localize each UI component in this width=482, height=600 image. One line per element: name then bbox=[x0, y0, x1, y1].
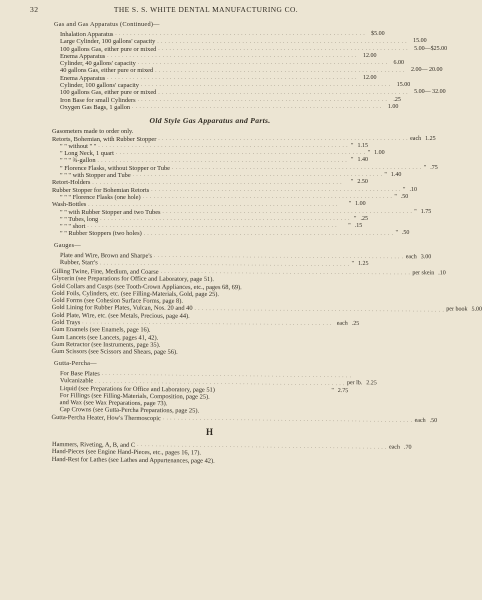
entry-unit: " bbox=[354, 215, 357, 222]
entry-price: $5.00 bbox=[371, 31, 385, 37]
entry-label: Enema Apparatus bbox=[60, 74, 106, 82]
entry-label: Vulcanizable bbox=[59, 377, 94, 385]
entry-label: Gold Foils, Cylinders, etc. (see Filling-Materials, Gold, page 25). bbox=[51, 290, 220, 299]
entry-price: 2.25 bbox=[366, 380, 377, 387]
entry-label: Retorts, Bohemian, with Rubber Stopper bbox=[52, 135, 157, 143]
entry-price: 1.15 bbox=[357, 142, 368, 149]
catalog-entry bbox=[52, 103, 399, 111]
leader-dots: . . . . . . . . . . . . . . . . . . . . . . . . . . . . . . . . . . . . . . . . . . . . . . . . . . . . . . . . . . . . . . . . . . . . bbox=[99, 260, 350, 268]
leader-dots: . . . . . . . . . . . . . . . . . . . . . . . . . . . . . . . . . . . . . . . . . . . . . . . . . . . . . . . . . . . . . . . . . . . . bbox=[115, 32, 366, 38]
leader-dots: . . . . . . . . . . . . . . . . . . . . . . . . . . . . . . . . . . . . . . . . . . . . . . . . . . . . . . . . . . . . . . . . . . . . bbox=[162, 209, 413, 215]
entry-label: 40 gallons Gas, either pure or mixed bbox=[60, 67, 154, 75]
entry-label: Gold Lining for Rubber Plates, Vulcan, Nos. 20 and 40 bbox=[51, 304, 193, 313]
entry-price: 5.00— 32.00 bbox=[414, 89, 446, 96]
entry-label: Cylinder, 100 gallons' capacity bbox=[60, 82, 139, 90]
entry-price: 3.00 bbox=[420, 253, 432, 261]
leader-dots: . . . . . . . . . . . . . . . . . . . . . . . . . . . . . . . . . . . . . . . . . . . . . . . . . . . . . . . . . . . . . . . . . . . . bbox=[88, 202, 339, 208]
entry-unit: " bbox=[331, 387, 334, 394]
leader-dots: . . . . . . . . . . . . . . . . . . . . . . . . . . . . . . . . . . . . . . . . . . . . . . . . . . . . . . . . . . . . . . . . . . . . bbox=[142, 195, 393, 201]
catalog-entry bbox=[52, 201, 368, 208]
leader-dots: . . . . . . . . . . . . . . . . . . . . . . . . . . . . . . . . . . . . . . . . . . . . . . . . . . . . . . . . . . . . . . . . . . . . bbox=[132, 105, 382, 111]
leader-dots: . . . . . . . . . . . . . . . . . . . . . . . . . . . . . . . . . . . . . . . . . . . . . . . . . . . . . . . . . . . . . . . . . . . . bbox=[100, 217, 350, 223]
section-title-gas: Gas and Gas Apparatus (Continued)— bbox=[54, 21, 160, 28]
entry-price: 2.75 bbox=[337, 387, 349, 394]
leader-dots: . . . . . . . . . . . . . . . . . . . . . . . . . . . . . . . . . . . . . . . . . . . . . . . . . . . . . . . . . . . . . . . . . . . . bbox=[158, 46, 409, 52]
entry-unit: " bbox=[414, 208, 417, 215]
entry-label: Gum Retractor (see Instruments, page 35). bbox=[51, 341, 161, 349]
leader-dots: . . . . . . . . . . . . . . . . . . . . . . . . . . . . . . . . . . . . . . . . . . . . . . . . . . . . . . . . . . . . . . . . . . . . bbox=[92, 180, 343, 186]
leader-dots: . . . . . . . . . . . . . . . . . . . . . . . . . . . . . . . . . . . . . . . . . . . . . . . . . . . . . . . . . . . . . . . . . . . . bbox=[151, 187, 402, 193]
entry-unit: each bbox=[336, 321, 348, 328]
entry-price: 5.00 bbox=[471, 307, 482, 314]
entry-label: Gum Enamels (see Enamels, page 16). bbox=[51, 326, 151, 335]
entry-unit: " bbox=[423, 164, 427, 171]
catalog-entry bbox=[52, 89, 446, 97]
entry-price: .25 bbox=[351, 321, 360, 328]
entry-label: " " " Florence Flasks (one hole) bbox=[60, 193, 141, 201]
leader-dots: . . . . . . . . . . . . . . . . . . . . . . . . . . . . . . . . . . . . . . . . . . . . . . . . . . . . . . . . . . . . . . . . . . . . bbox=[132, 173, 383, 179]
leader-dots: . . . . . . . . . . . . . . . . . . . . . . . . . . . . . . . . . . . . . . . . . . . . . . . . . . . . . . . . . . . . . . . . . . . . bbox=[137, 97, 388, 103]
leader-dots: . . . . . . . . . . . . . . . . . . . . . . . . . . . . . . . . . . . . . . . . . . . . . . . . . . . . . . . . . . . . . . . . . . . . bbox=[158, 136, 409, 142]
catalog-entry bbox=[52, 128, 368, 135]
catalog-entry bbox=[52, 67, 443, 75]
entry-label: Gutta-Percha Heater, How's Thermoscopic bbox=[51, 413, 161, 422]
page-header bbox=[30, 5, 368, 17]
entry-price: 12.00 bbox=[363, 74, 377, 81]
leader-dots: . . . . . . . . . . . . . . . . . . . . . . . . . . . . . . . . . . . . . . . . . . . . . . . . . . . . . . . . . . . . . . . . . . . . bbox=[107, 54, 358, 60]
entry-label: Rubber, Starr's bbox=[59, 259, 98, 267]
entry-label: Retort-Holders bbox=[52, 179, 91, 187]
leader-dots: . . . . . . . . . . . . . . . . . . . . . . . . . . . . . . . . . . . . . . . . . . . . . . . . . . . . . . . . . . . . . . . . . . . . bbox=[137, 443, 387, 451]
leader-dots: . . . . . . . . . . . . . . . . . . . . . . . . . . . . . . . . . . . . . . . . . . . . . . . . . . . . . . . . . . . . . . . . . . . . bbox=[101, 371, 352, 380]
entry-label: " Long Neck, 1 quart bbox=[60, 150, 114, 158]
catalog-entry bbox=[52, 186, 417, 194]
entry-price: 1.00 bbox=[374, 150, 385, 157]
entry-price: 15.00 bbox=[413, 38, 427, 45]
leader-dots: . . . . . . . . . . . . . . . . . . . . . . . . . . . . . . . . . . . . . . . . . . . . . . . . . . . . . . . . . . . . . . . . . . . . bbox=[157, 39, 408, 45]
entry-unit: " bbox=[395, 230, 398, 237]
entry-label: Gum Scissors (see Scissors and Shears, page 56). bbox=[51, 348, 178, 357]
entry-price: 1.00 bbox=[387, 103, 399, 110]
entry-label: Gold Trays bbox=[51, 319, 81, 327]
leader-dots bbox=[217, 464, 306, 465]
leader-dots: . . . . . . . . . . . . . . . . . . . . . . . . . . . . . . . . . . . . . . . . . . . . . . . . . . . . . . . . . . . . . . . . . . . . bbox=[153, 253, 404, 261]
leader-dots: . . . . . . . . . . . . . . . . . . . . . . . . . . . . . . . . . . . . . . . . . . . . . . . . . . . . . . . . . . . . . . . . . . . . bbox=[137, 61, 388, 67]
catalog-entry bbox=[52, 259, 368, 268]
catalog-entry bbox=[52, 31, 385, 38]
entry-label: Cap Crowns (see Gutta-Percha Preparations, page 25). bbox=[59, 406, 200, 415]
old-style-list bbox=[52, 128, 438, 238]
entry-label: Gold Collars and Cusps (see Tooth-Crown Appliances, etc., pages 68, 69). bbox=[51, 282, 242, 292]
leader-dots: . . . . . . . . . . . . . . . . . . . . . . . . . . . . . . . . . . . . . . . . . . . . . . . . . . . . . . . . . . . . . . . . . . . . bbox=[158, 90, 409, 96]
catalog-entry bbox=[52, 172, 402, 180]
entry-price: 5.00—$25.00 bbox=[414, 45, 448, 52]
catalog-entry bbox=[52, 150, 385, 158]
entry-label: " " Rubber Stoppers (two holes) bbox=[60, 230, 142, 238]
entry-label: Inhalation Apparatus bbox=[60, 31, 114, 38]
entry-unit: per lb. bbox=[346, 380, 363, 387]
leader-dots: . . . . . . . . . . . . . . . . . . . . . . . . . . . . . . . . . . . . . . . . . . . . . . . . . . . . . . . . . . . . . . . . . . . . bbox=[194, 306, 445, 314]
entry-label: " " " with Stopper and Tube bbox=[60, 172, 131, 180]
entry-label: Enema Apparatus bbox=[60, 52, 106, 60]
entry-label: " Florence Flasks, without Stopper or Tube bbox=[60, 164, 171, 172]
entry-price: .15 bbox=[354, 223, 363, 230]
entry-unit: " bbox=[351, 142, 354, 149]
catalog-entry bbox=[52, 52, 377, 60]
entry-label: Wash-Bottles bbox=[52, 201, 87, 209]
leader-dots: . . . . . . . . . . . . . . . . . . . . . . . . . . . . . . . . . . . . . . . . . . . . . . . . . . . . . . . . . . . . . . . . . . . . bbox=[107, 76, 358, 82]
catalog-entry bbox=[52, 208, 432, 216]
entry-unit: " bbox=[394, 193, 397, 200]
entry-price: 1.00 bbox=[355, 201, 366, 208]
entry-label: Hammers, Riveting, A, B, and C bbox=[51, 440, 136, 449]
entry-price: 1.40 bbox=[390, 172, 402, 179]
catalog-entry bbox=[52, 96, 401, 104]
entry-price: 1.75 bbox=[420, 208, 432, 215]
entry-unit: per skein bbox=[412, 270, 435, 277]
leader-dots: . . . . . . . . . . . . . . . . . . . . . . . . . . . . . . . . . . . . . . . . . . . . . . . . . . . . . . . . . . . . . . . . . . . . bbox=[115, 151, 366, 157]
entry-label: Oxygen Gas Bags, 1 gallon bbox=[60, 103, 131, 111]
leader-dots: . . . . . . . . . . . . . . . . . . . . . . . . . . . . . . . . . . . . . . . . . . . . . . . . . . . . . . . . . . . . . . . . . . . . bbox=[87, 224, 338, 230]
entry-label: Large Cylinder, 100 gallons' capacity bbox=[60, 38, 156, 46]
entry-label: 100 gallons Gas, either pure or mixed bbox=[60, 45, 157, 53]
leader-dots: . . . . . . . . . . . . . . . . . . . . . . . . . . . . . . . . . . . . . . . . . . . . . . . . . . . . . . . . . . . . . . . . . . . . bbox=[172, 166, 422, 172]
entry-unit: " bbox=[403, 186, 406, 193]
leader-dots: . . . . . . . . . . . . . . . . . . . . . . . . . . . . . . . . . . . . . . . . . . . . . . . . . . . . . . . . . . . . . . . . . . . . bbox=[162, 416, 413, 424]
entry-label: Hand-Pieces (see Engine Hand-Pieces, etc., pages 16, 17). bbox=[51, 448, 201, 457]
entry-unit: " bbox=[367, 150, 371, 157]
entry-label: 100 gallons Gas, either pure or mixed bbox=[60, 89, 157, 97]
catalog-entry bbox=[52, 223, 368, 230]
h-items-list bbox=[51, 440, 412, 466]
entry-label: Gasometers made to order only. bbox=[52, 128, 134, 136]
section-title-old-style: Old Style Gas Apparatus and Parts. bbox=[149, 116, 271, 126]
entry-price: 2.50 bbox=[357, 179, 368, 186]
gas-apparatus-list bbox=[52, 31, 448, 111]
catalog-entry bbox=[52, 135, 436, 143]
entry-label: and Wax (see Wax Preparations, page 73). bbox=[59, 399, 168, 408]
catalog-entry bbox=[52, 216, 368, 223]
entry-price: .10 bbox=[438, 270, 446, 277]
entry-price: .50 bbox=[401, 230, 410, 237]
entry-price: 1.25 bbox=[357, 260, 369, 267]
entry-label: " " without " " bbox=[60, 142, 97, 150]
entry-label: Liquid (see Preparations for Office and Laboratory, page 51) bbox=[59, 384, 215, 394]
catalog-entry bbox=[52, 45, 448, 53]
entry-label: " " with Rubber Stopper and two Tubes bbox=[60, 208, 161, 216]
entry-label: For Base Plates bbox=[59, 369, 100, 378]
entry-unit: per book bbox=[446, 307, 468, 314]
section-letter-h: H bbox=[205, 426, 214, 437]
leader-dots: . . . . . . . . . . . . . . . . . . . . . . . . . . . . . . . . . . . . . . . . . . . . . . . . . . . . . . . . . . . . . . . . . . . . bbox=[82, 320, 333, 328]
catalog-entry bbox=[52, 60, 405, 68]
gutta-percha-list bbox=[51, 369, 438, 424]
entry-price: .50 bbox=[429, 417, 438, 424]
entry-unit: " bbox=[348, 223, 351, 230]
leader-dots: . . . . . . . . . . . . . . . . . . . . . . . . . . . . . . . . . . . . . . . . . . . . . . . . . . . . . . . . . . . . . . . . . . . . bbox=[143, 231, 394, 237]
leader-dots bbox=[180, 356, 306, 357]
catalog-entry bbox=[52, 230, 410, 238]
entry-price: .25 bbox=[360, 215, 368, 222]
entry-label: Hand-Rest for Lathes (see Lathes and Appurtenances, page 42). bbox=[51, 455, 215, 465]
leader-dots: . . . . . . . . . . . . . . . . . . . . . . . . . . . . . . . . . . . . . . . . . . . . . . . . . . . . . . . . . . . . . . . . . . . . bbox=[160, 270, 411, 277]
entry-unit: " bbox=[348, 201, 352, 208]
g-items-list bbox=[51, 268, 482, 357]
entry-price: 6.00 bbox=[393, 60, 405, 67]
entry-label: " " " ¾-gallon bbox=[60, 157, 96, 165]
catalog-entry bbox=[52, 82, 411, 90]
entry-price: .25 bbox=[393, 96, 401, 103]
entry-price: 12.00 bbox=[363, 52, 377, 59]
entry-price: .50 bbox=[400, 193, 409, 200]
page-number: 32 bbox=[30, 5, 39, 14]
entry-label: Cylinder, 40 gallons' capacity bbox=[60, 60, 136, 68]
catalog-entry bbox=[51, 349, 367, 358]
entry-unit: each bbox=[388, 444, 400, 451]
entry-label: Iron Base for small Cylinders bbox=[60, 96, 136, 104]
gauges-list bbox=[52, 251, 432, 269]
entry-unit: each bbox=[410, 135, 422, 142]
entry-price: .10 bbox=[409, 186, 417, 193]
catalog-entry bbox=[52, 179, 368, 186]
entry-label: Glycerin (see Preparations for Office and Laboratory, page 51). bbox=[51, 275, 214, 284]
catalog-entry bbox=[52, 157, 368, 164]
entry-label: Rubber Stopper for Bohemian Retorts bbox=[52, 186, 150, 194]
entry-label: Gilling Twine, Fine, Medium, and Coarse bbox=[51, 268, 159, 276]
leader-dots: . . . . . . . . . . . . . . . . . . . . . . . . . . . . . . . . . . . . . . . . . . . . . . . . . . . . . . . . . . . . . . . . . . . . bbox=[97, 158, 348, 164]
entry-unit: each bbox=[414, 417, 426, 424]
entry-price: 2.00— 20.00 bbox=[410, 67, 443, 74]
entry-label: Plate and Wire, Brown and Sharpe's bbox=[59, 251, 152, 260]
catalog-entry bbox=[52, 193, 409, 201]
entry-price: .70 bbox=[403, 444, 412, 451]
entry-label: Gum Lancets (see Lancets, pages 41, 42). bbox=[51, 333, 159, 342]
catalog-entry bbox=[52, 74, 377, 82]
entry-label: Gold Forms (see Cohesion Surface Forms, page 8). bbox=[51, 297, 183, 306]
entry-unit: " bbox=[350, 179, 354, 186]
leader-dots: . . . . . . . . . . . . . . . . . . . . . . . . . . . . . . . . . . . . . . . . . . . . . . . . . . . . . . . . . . . . . . . . . . . . bbox=[98, 144, 349, 150]
entry-price: 1.25 bbox=[425, 135, 436, 142]
entry-label: " " " short bbox=[60, 223, 86, 231]
catalog-entry bbox=[52, 164, 438, 172]
section-title-gauges: Gauges— bbox=[54, 241, 81, 249]
catalog-entry bbox=[52, 38, 427, 46]
entry-price: .75 bbox=[430, 164, 438, 171]
section-title-gutta-percha: Gutta-Percha— bbox=[54, 359, 97, 367]
entry-unit: " bbox=[351, 260, 354, 267]
catalog-entry bbox=[52, 143, 368, 150]
entry-price: 1.40 bbox=[357, 157, 368, 164]
entry-label: " " Tubes, long bbox=[60, 215, 99, 223]
leader-dots: . . . . . . . . . . . . . . . . . . . . . . . . . . . . . . . . . . . . . . . . . . . . . . . . . . . . . . . . . . . . . . . . . . . . bbox=[155, 68, 405, 74]
leader-dots: . . . . . . . . . . . . . . . . . . . . . . . . . . . . . . . . . . . . . . . . . . . . . . . . . . . . . . . . . . . . . . . . . . . . bbox=[95, 378, 345, 387]
entry-unit: " bbox=[351, 157, 354, 164]
entry-label: Gold Plate, Wire, etc. (see Metals, Precious, page 44). bbox=[51, 312, 190, 320]
leader-dots: . . . . . . . . . . . . . . . . . . . . . . . . . . . . . . . . . . . . . . . . . . . . . . . . . . . . . . . . . . . . . . . . . . . . bbox=[140, 83, 391, 89]
entry-unit: " bbox=[384, 172, 387, 179]
entry-label: For Fillings (see Filling-Materials, Composition, page 25). bbox=[59, 391, 210, 401]
entry-price: 15.00 bbox=[396, 82, 411, 89]
entry-unit: each bbox=[405, 253, 417, 260]
page-running-title: THE S. S. WHITE DENTAL MANUFACTURING CO. bbox=[113, 5, 299, 14]
